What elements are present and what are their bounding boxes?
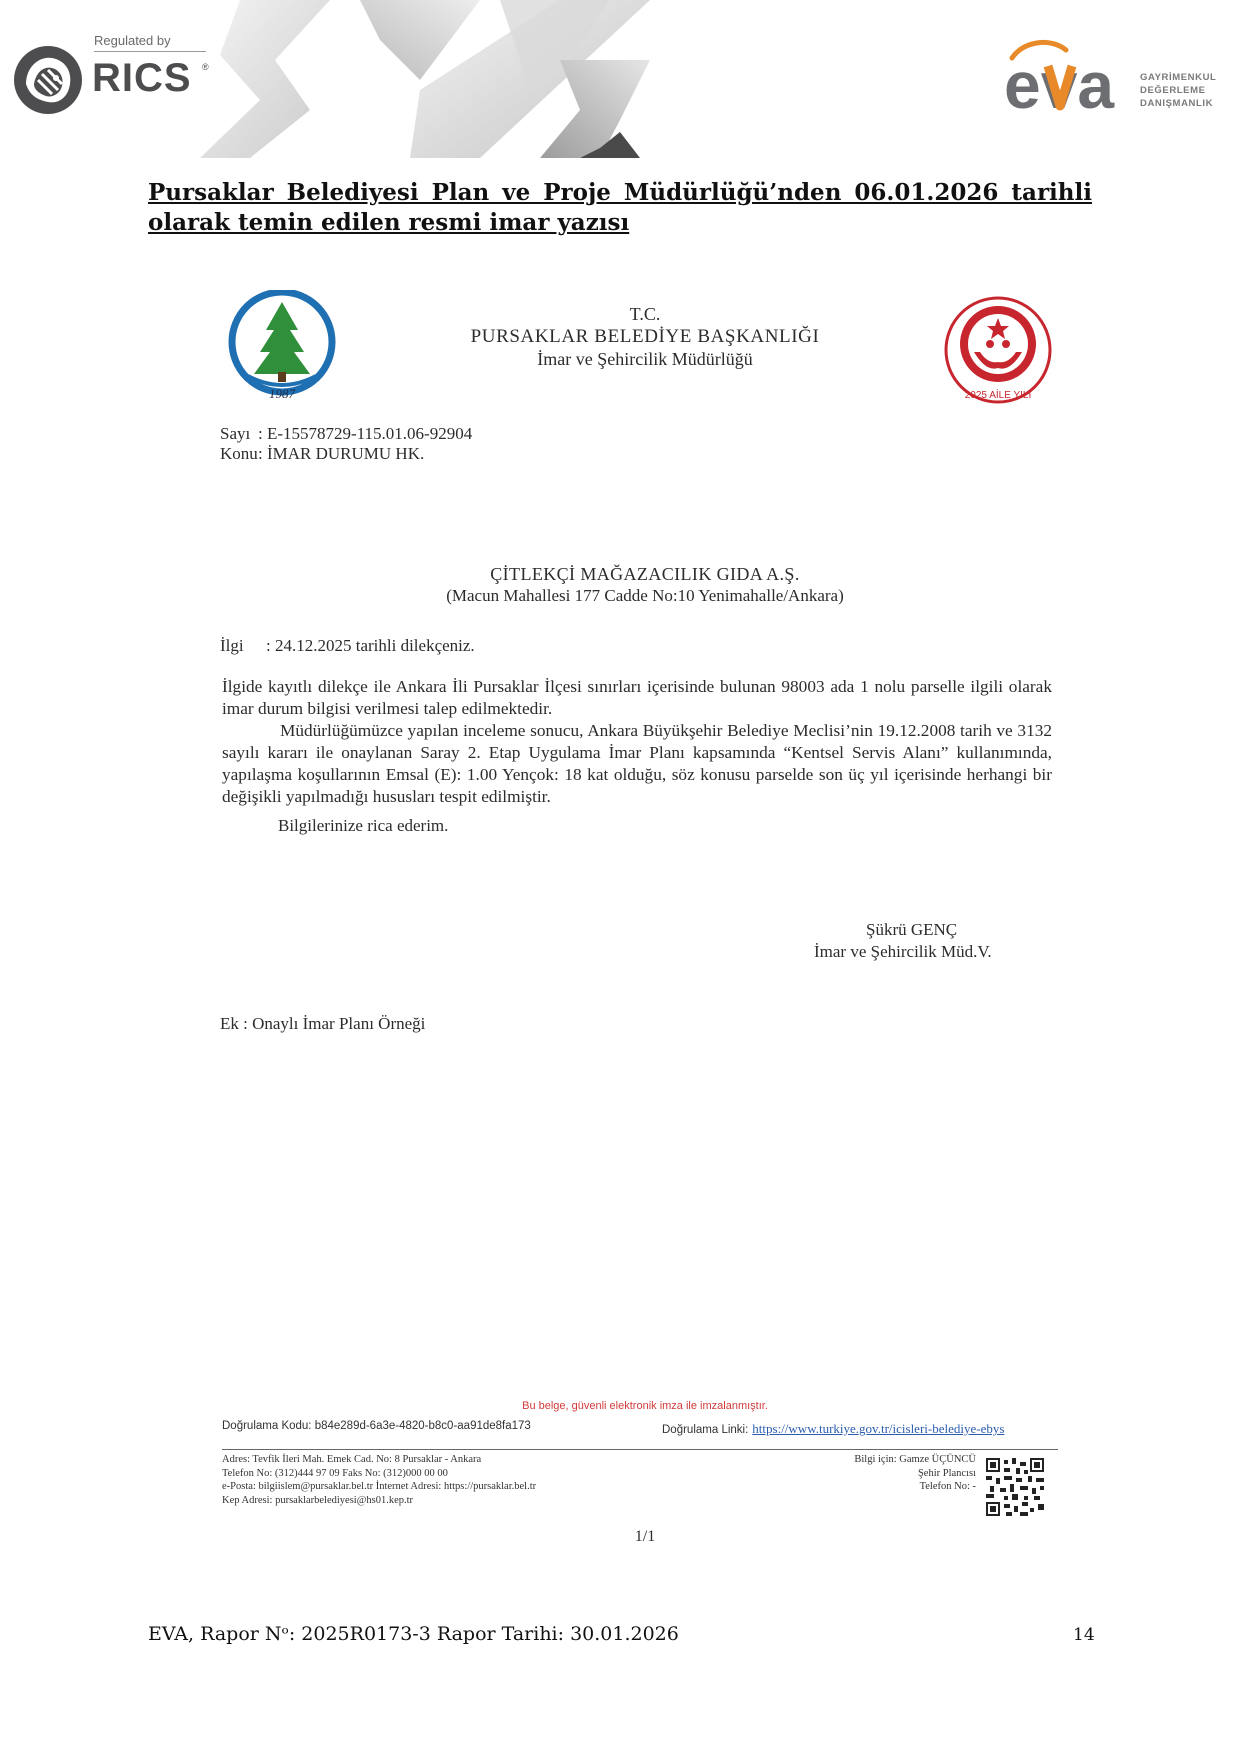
document-title: Pursaklar Belediyesi Plan ve Proje Müdürlüğü’nden 06.01.2026 tarihli olarak temin edilen resmi imar yazısı <box>148 179 1092 236</box>
rics-registered-mark: ® <box>202 62 209 72</box>
letter-closing: Bilgilerinize rica ederim. <box>278 816 449 835</box>
eva-wordmark: eva <box>1004 48 1115 116</box>
page-number: 14 <box>1073 1625 1095 1645</box>
eva-logo <box>1004 36 1132 116</box>
letter-page-indicator: 1/1 <box>634 1528 656 1545</box>
eva-sub-line-1: GAYRİMENKUL <box>1140 72 1217 83</box>
rics-regulated-by: Regulated by <box>94 33 171 48</box>
qr-code-icon <box>986 1458 1044 1516</box>
contact-line: Şehir Plancısı <box>917 1467 976 1479</box>
eva-sub-line-2: DEĞERLEME <box>1140 85 1206 96</box>
esign-note: Bu belge, güvenli elektronik imza ile imzalanmıştır. <box>522 1400 768 1412</box>
verification-link-label: Doğrulama Linki: <box>662 1424 749 1436</box>
address-block <box>222 1453 536 1507</box>
contact-line: Bilgi için: Gamze ÜÇÜNCÜ <box>854 1454 976 1465</box>
rics-lion-emblem <box>12 44 84 116</box>
address-line: e-Posta: bilgiislem@pursaklar.bel.tr İnternet Adresi: https://pursaklar.bel.tr <box>222 1481 537 1492</box>
letter-paragraph-2: Müdürlüğümüzce yapılan inceleme sonucu, Ankara Büyükşehir Belediye Meclisi’nin 19.12.2008 tarih ve 3132 sayılı kararı ile onaylanan Saray 2. Etap Uygulama İmar Planı kapsamında “Kentsel Servis Alanı” kullanımında, yapılaşma koşullarının Emsal (E): 1.00 Yençok: 18 kat olduğu, söz konusu parselde son üç yıl içerisinde herhangi bir değişikli yapılmadığı hususları tespit edilmiştir. <box>222 721 1052 806</box>
letter-footer-rule <box>222 1449 1058 1450</box>
recipient-name: ÇİTLEKÇİ MAĞAZACILIK GIDA A.Ş. <box>490 564 800 584</box>
contact-line: Telefon No: - <box>919 1481 976 1492</box>
ilgi-value: : 24.12.2025 tarihli dilekçeniz. <box>266 636 475 655</box>
sayi-label: Sayı <box>220 424 251 443</box>
address-line: Kep Adresi: pursaklarbelediyesi@hs01.kep.tr <box>222 1494 414 1506</box>
eva-subtitle <box>1140 71 1216 110</box>
letter-paragraph-1: İlgide kayıtlı dilekçe ile Ankara İli Pursaklar İlçesi sınırları içerisinde bulunan 98003 ada 1 nolu parselle ilgili olarak imar durum bilgisi verilmesi talep edilmektedir. <box>222 677 1052 718</box>
seal-year: 1987 <box>269 386 295 400</box>
signer-name: Şükrü GENÇ <box>866 920 958 939</box>
verification-code: Doğrulama Kodu: b84e289d-6a3e-4820-b8c0-aa91de8fa173 <box>222 1420 531 1432</box>
konu-label: Konu <box>220 444 258 463</box>
recipient-address: (Macun Mahallesi 177 Cadde No:10 Yenimahalle/Ankara) <box>446 586 844 605</box>
rics-wordmark: RICS <box>92 56 192 100</box>
attachment-note: Ek : Onaylı İmar Planı Örneği <box>220 1014 426 1033</box>
letter-header-municipality: PURSAKLAR BELEDİYE BAŞKANLIĞI <box>470 326 820 347</box>
sayi-value: : E-15578729-115.01.06-92904 <box>258 424 473 443</box>
official-letter <box>220 278 1070 1568</box>
verification-link-url[interactable]: https://www.turkiye.gov.tr/icisleri-belediye-ebys <box>752 1421 1005 1436</box>
signer-title: İmar ve Şehircilik Müd.V. <box>814 942 992 961</box>
ilgi-label: İlgi <box>220 636 244 655</box>
address-line: Adres: Tevfik İleri Mah. Emek Cad. No: 8 Pursaklar - Ankara <box>222 1454 482 1465</box>
family-year-seal <box>942 294 1054 406</box>
konu-value: : İMAR DURUMU HK. <box>258 444 425 463</box>
eva-sub-line-3: DANIŞMANLIK <box>1140 98 1214 109</box>
address-line: Telefon No: (312)444 97 09 Faks No: (312)000 00 00 <box>222 1467 448 1479</box>
seal-caption: 2025 AİLE YILI <box>964 390 1032 401</box>
verification-link <box>662 1420 1004 1438</box>
letter-header-tc: T.C. <box>629 304 661 324</box>
header-decoration <box>180 0 740 158</box>
rics-divider <box>94 51 206 52</box>
letter-header-directorate: İmar ve Şehircilik Müdürlüğü <box>537 349 753 369</box>
contact-block <box>806 1453 976 1494</box>
report-footer: EVA, Rapor Nᵒ: 2025R0173-3 Rapor Tarihi: 30.01.2026 <box>148 1623 679 1645</box>
